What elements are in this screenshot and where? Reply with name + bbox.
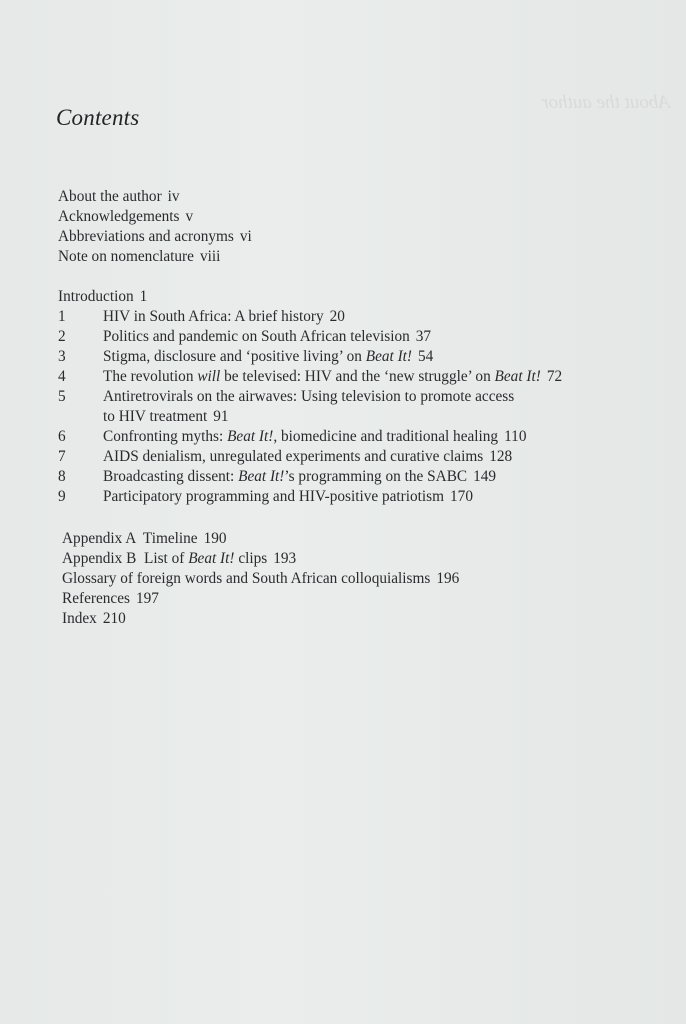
toc-page-number: 1 <box>139 288 148 305</box>
toc-page-number: 110 <box>504 428 527 445</box>
chapter-title: Politics and pandemic on South African television <box>103 328 410 345</box>
toc-page-number: 91 <box>213 408 229 425</box>
toc-page-number: 128 <box>489 448 513 465</box>
toc-page-number: 149 <box>473 468 497 485</box>
toc-entry-acknowledgements <box>58 207 658 227</box>
chapter-title-continued: ’s programming on the SABC <box>284 468 468 485</box>
toc-page-number: vi <box>239 228 252 245</box>
toc-entry-label: Glossary of foreign words and South African colloquialisms <box>62 570 431 587</box>
toc-chapter-3 <box>58 347 658 367</box>
chapter-number: 7 <box>58 448 66 465</box>
chapter-title-line-2 <box>58 407 658 427</box>
chapter-title-italic: Beat It! <box>238 468 285 485</box>
chapter-title-continued: , biomedicine and traditional healing <box>273 428 499 445</box>
toc-page-number: 170 <box>450 488 473 505</box>
toc-page-number: 210 <box>102 610 126 627</box>
toc-chapter-2 <box>58 327 658 347</box>
toc-page-number: 190 <box>203 530 227 547</box>
toc-chapter-7 <box>58 447 658 467</box>
toc-entry-introduction <box>58 287 658 307</box>
toc-page-number: 72 <box>546 368 563 385</box>
chapter-title-italic: Beat It! <box>365 348 413 365</box>
toc-chapter-5 <box>58 387 658 427</box>
section-gap <box>58 267 658 287</box>
chapter-number: 6 <box>58 428 66 445</box>
toc-entry-label: Note on nomenclature <box>58 248 194 265</box>
chapter-title: HIV in South Africa: A brief history <box>103 308 324 325</box>
toc-entry-label: Appendix B List of <box>62 550 189 567</box>
toc-chapter-4 <box>58 367 658 387</box>
toc-page-number: 197 <box>135 590 159 607</box>
chapter-title-italic: will <box>197 368 221 385</box>
toc-page-number: v <box>185 208 194 225</box>
toc-entry-label-continued: clips <box>234 550 268 567</box>
chapter-title-continued: be televised: HIV and the ‘new struggle’ on <box>220 368 495 385</box>
chapter-number: 1 <box>58 308 66 325</box>
bleed-through-text: About the author <box>541 92 670 113</box>
toc-entry-glossary <box>58 569 658 589</box>
toc-chapter-1 <box>58 307 658 327</box>
toc-page-number: 37 <box>415 328 432 345</box>
toc-chapter-9 <box>58 487 658 507</box>
chapter-number: 3 <box>58 348 66 365</box>
chapter-title-continued: to HIV treatment <box>103 408 208 425</box>
toc-entry-appendix-a <box>58 529 658 549</box>
toc-entry-label: Appendix A Timeline <box>62 530 198 547</box>
chapter-number: 2 <box>58 328 66 345</box>
toc-entry-label: About the author <box>58 188 162 205</box>
chapter-title: The revolution <box>103 368 198 385</box>
chapter-number: 5 <box>58 388 66 405</box>
toc-entry-label: Abbreviations and acronyms <box>58 228 234 245</box>
chapter-title: Participatory programming and HIV-positive patriotism <box>103 488 445 505</box>
toc-entry-label: References <box>62 590 130 607</box>
chapter-title-line-1 <box>58 387 658 407</box>
chapter-number: 4 <box>58 368 66 385</box>
toc-page-number: 20 <box>329 308 345 325</box>
chapter-title: Stigma, disclosure and ‘positive living’ on <box>103 348 366 365</box>
chapter-title-italic: Beat It! <box>494 368 541 385</box>
page-title: Contents <box>56 105 140 130</box>
section-gap <box>58 507 658 529</box>
toc-chapter-8 <box>58 467 658 487</box>
toc-entry-label: Introduction <box>58 288 134 305</box>
toc-entry-label-italic: Beat It! <box>188 550 235 567</box>
toc-page-number: 196 <box>436 570 460 587</box>
chapter-title: Antiretrovirals on the airwaves: Using television to promote access <box>103 388 515 405</box>
toc-entry-label: Acknowledgements <box>58 208 180 225</box>
toc-page-number: iv <box>167 188 180 205</box>
toc-chapter-6 <box>58 427 658 447</box>
toc-entry-references <box>58 589 658 609</box>
chapter-number: 8 <box>58 468 66 485</box>
chapter-title: AIDS denialism, unregulated experiments and curative claims <box>103 448 484 465</box>
toc-entry-label: Index <box>62 610 97 627</box>
toc-entry-index <box>58 609 658 629</box>
toc-page-number: 54 <box>418 348 434 365</box>
toc-entry-appendix-b <box>58 549 658 569</box>
chapter-title-italic: Beat It! <box>227 428 274 445</box>
toc-page-number: 193 <box>273 550 297 567</box>
toc-entry-about-author <box>58 187 658 207</box>
chapter-title: Broadcasting dissent: <box>103 468 239 485</box>
toc-entry-abbreviations <box>58 227 658 247</box>
toc-page-number: viii <box>199 248 221 265</box>
chapter-title: Confronting myths: <box>103 428 228 445</box>
table-of-contents <box>58 187 658 629</box>
toc-entry-nomenclature <box>58 247 658 267</box>
chapter-number: 9 <box>58 488 66 505</box>
